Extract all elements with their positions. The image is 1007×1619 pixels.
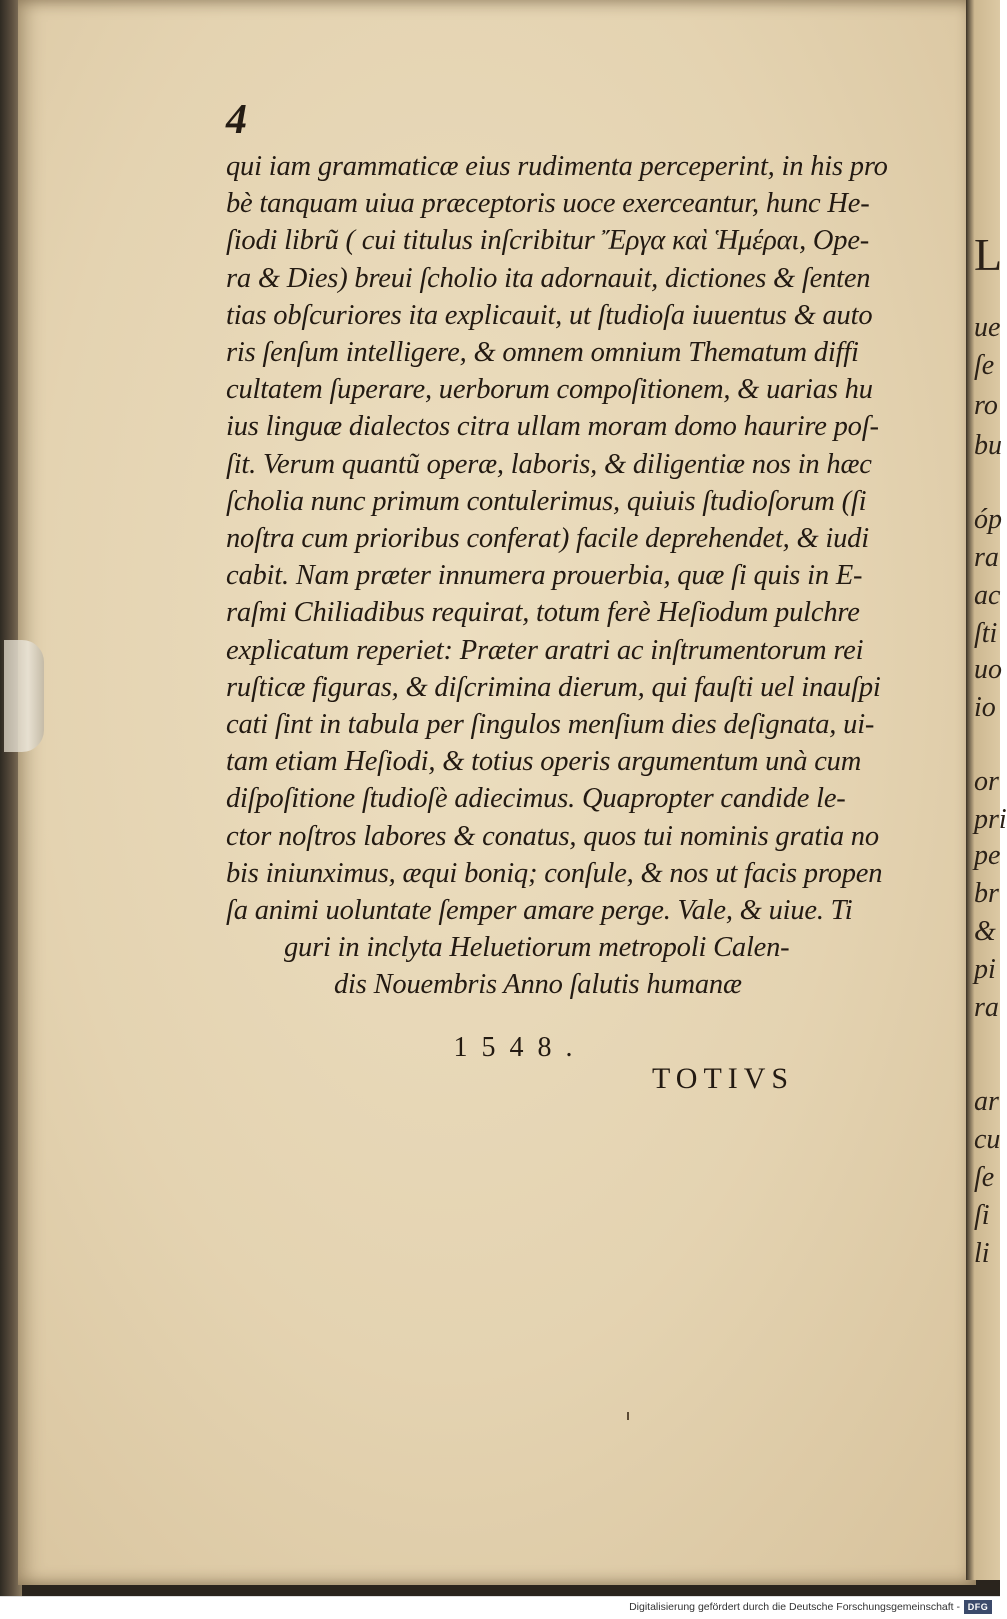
next-page-fragment: ac <box>974 580 1001 611</box>
text-line: ſiodi librũ ( cui titulus inſcribitur Ἔργα καὶ Ἡμέραι, Ope- <box>226 225 870 257</box>
text-line: cabit. Nam præter innumera prouerbia, quæ ſi quis in E- <box>226 560 863 592</box>
next-page-fragment: uo <box>974 654 1002 685</box>
text-line: explicatum reperiet: Præter aratri ac inſtrumentorum rei <box>226 634 864 666</box>
next-page-fragment: pe <box>974 840 1001 871</box>
text-line: ſa animi uoluntate ſemper amare perge. Vale, & uiue. Ti <box>226 895 853 927</box>
closing-line: guri in inclyta Heluetiorum metropoli Calen- <box>284 932 790 964</box>
text-line: tias obſcuriores ita explicauit, ut ſtudioſa iuuentus & auto <box>226 299 873 331</box>
next-page-fragment: ſe <box>974 350 995 381</box>
next-page-fragment: ar <box>974 1086 999 1117</box>
next-page-fragment: li <box>974 1238 990 1269</box>
next-page-fragment: ra <box>974 542 999 573</box>
dfg-logo: DFG <box>964 1600 992 1614</box>
text-line: ruſticæ figuras, & diſcrimina dierum, qui fauſti uel inauſpi <box>226 671 881 703</box>
ink-speck <box>627 1412 629 1420</box>
text-line: raſmi Chiliadibus requirat, totum ferè Heſiodum pulchre <box>226 597 860 629</box>
text-line: bis iniunximus, æqui boniq; conſule, & nos ut facis propen <box>226 857 883 889</box>
text-line: ris ſenſum intelligere, & omnem omnium Thematum diffi <box>226 337 859 369</box>
next-page-fragment: óp <box>974 504 1002 535</box>
next-page-fragment: ue <box>974 312 1001 343</box>
footer-bar <box>0 1596 1000 1619</box>
next-page-fragment: bu <box>974 430 1002 461</box>
text-line: cati ſint in tabula per ſingulos menſium dies deſignata, ui- <box>226 709 875 741</box>
next-page-fragment: pi <box>974 954 996 985</box>
text-line: diſpoſitione ſtudioſè adiecimus. Quapropter candide le- <box>226 783 846 815</box>
next-page-fragment: ro <box>974 390 998 421</box>
text-line: ſcholia nunc primum contulerimus, quiuis ſtudioſorum (ſi <box>226 485 867 517</box>
next-page-fragment: br <box>974 878 999 909</box>
next-page-fragment: pri <box>974 804 1007 835</box>
body-text <box>226 148 888 1004</box>
year-line: 1548. <box>453 1032 587 1063</box>
next-page-fragment: io <box>974 692 996 723</box>
paper-clip-tab <box>4 640 44 752</box>
text-line: ra & Dies) breui ſcholio ita adornauit, dictiones & ſenten <box>226 262 871 294</box>
text-line: noſtra cum prioribus conferat) facile deprehendet, & iudi <box>226 523 869 555</box>
next-page-fragment: or <box>974 766 999 797</box>
text-line: ſit. Verum quantũ operæ, laboris, & diligentiæ nos in hæc <box>226 448 872 480</box>
page-number: 4 <box>226 97 247 143</box>
next-page-fragment: cu <box>974 1124 1001 1155</box>
next-page-fragment: L <box>974 229 1003 280</box>
text-line: ctor noſtros labores & conatus, quos tui nominis gratia no <box>226 820 879 852</box>
text-line: qui iam grammaticæ eius rudimenta perceperint, in his pro <box>226 151 888 182</box>
text-line: cultatem ſuperare, uerborum compoſitionem, & uarias hu <box>226 374 873 406</box>
catchword: TOTIVS <box>652 1062 795 1095</box>
next-page-edge <box>966 0 1007 1580</box>
next-page-fragment: ſti <box>974 618 998 649</box>
text-line: ius linguæ dialectos citra ullam moram domo haurire poſ- <box>226 411 879 443</box>
next-page-fragment: ra <box>974 992 999 1023</box>
text-line: bè tanquam uiua præceptoris uoce exerceantur, hunc He- <box>226 188 870 220</box>
next-page-fragment: ſe <box>974 1162 995 1193</box>
text-line: tam etiam Heſiodi, & totius operis argumentum unà cum <box>226 746 862 778</box>
closing-line: dis Nouembris Anno ſalutis humanæ <box>334 969 742 1001</box>
funding-notice: Digitalisierung gefördert durch die Deutsche Forschungsgemeinschaft - <box>629 1601 960 1613</box>
next-page-fragment: & <box>974 916 996 947</box>
next-page-fragment: ſi <box>974 1200 990 1231</box>
